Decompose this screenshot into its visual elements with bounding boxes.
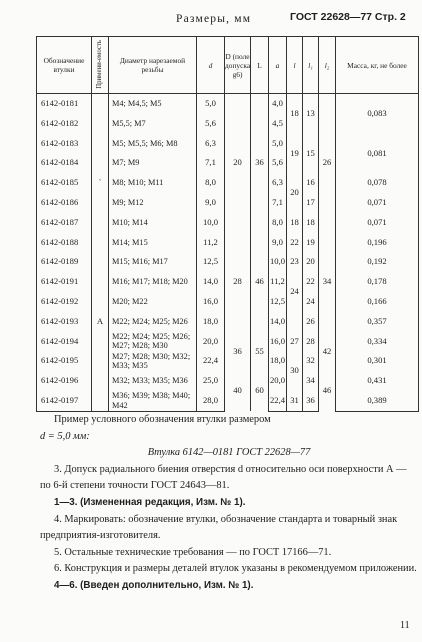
cell-mass: 0,389 bbox=[336, 391, 419, 411]
cell-application: ` bbox=[92, 173, 109, 193]
cell-designation: 6142-0184 bbox=[37, 153, 92, 173]
cell-l: 31 bbox=[287, 391, 303, 411]
cell-d: 7,1 bbox=[197, 153, 225, 173]
amendment-note-2: 4—6. (Введен дополнительно, Изм. № 1). bbox=[54, 579, 254, 591]
cell-mass: 0,166 bbox=[336, 292, 419, 312]
cell-a: 12,5 bbox=[269, 292, 287, 312]
cell-thread: М5,5; М7 bbox=[109, 114, 197, 134]
cell-designation: 6142-0197 bbox=[37, 391, 92, 411]
cell-d: 8,0 bbox=[197, 173, 225, 193]
cell-L: 60 bbox=[251, 371, 269, 411]
cell-d: 22,4 bbox=[197, 351, 225, 371]
cell-thread: М32; М33; М35; М36 bbox=[109, 371, 197, 391]
header-a: a bbox=[269, 37, 287, 94]
table-row bbox=[37, 94, 419, 114]
cell-designation: 6142-0188 bbox=[37, 233, 92, 253]
cell-thread: М20; М22 bbox=[109, 292, 197, 312]
cell-a: 11,2 bbox=[269, 272, 287, 292]
cell-a: 5,0 bbox=[269, 134, 287, 154]
cell-L: 46 bbox=[251, 233, 269, 332]
cell-application bbox=[92, 114, 109, 134]
cell-l1: 26 bbox=[303, 312, 319, 332]
cell-l: 19 bbox=[287, 134, 303, 174]
cell-mass: 0,083 bbox=[336, 94, 419, 134]
cell-application bbox=[92, 391, 109, 411]
cell-L: 36 bbox=[251, 94, 269, 233]
cell-thread: М15; М16; М17 bbox=[109, 252, 197, 272]
cell-l: 18 bbox=[287, 213, 303, 233]
cell-designation: 6142-0194 bbox=[37, 332, 92, 352]
cell-application bbox=[92, 213, 109, 233]
cell-mass: 0,071 bbox=[336, 193, 419, 213]
cell-l2: 26 bbox=[319, 94, 336, 233]
cell-thread: М8; М10; М11 bbox=[109, 173, 197, 193]
cell-l1: 22 bbox=[303, 272, 319, 292]
cell-l bbox=[287, 312, 303, 332]
cell-application bbox=[92, 371, 109, 391]
example-intro: Пример условного обозначения втулки размером bbox=[54, 414, 271, 425]
cell-l: 24 bbox=[287, 272, 303, 312]
cell-designation: 6142-0182 bbox=[37, 114, 92, 134]
cell-mass: 0,078 bbox=[336, 173, 419, 193]
header-d: d bbox=[197, 37, 225, 94]
cell-thread: М5; М5,5; М6; М8 bbox=[109, 134, 197, 154]
gost-reference: ГОСТ 22628—77 Стр. 2 bbox=[290, 11, 406, 23]
cell-l: 30 bbox=[287, 351, 303, 391]
cell-designation: 6142-0189 bbox=[37, 252, 92, 272]
cell-mass: 0,196 bbox=[336, 233, 419, 253]
cell-a: 14,0 bbox=[269, 312, 287, 332]
clause-5: 5. Остальные технические требования — по ГОСТ 17166—71. bbox=[54, 546, 332, 558]
cell-mass: 0,081 bbox=[336, 134, 419, 174]
cell-D: 28 bbox=[225, 233, 251, 332]
header-application: Примени-емость bbox=[92, 37, 109, 94]
cell-thread: М9; М12 bbox=[109, 193, 197, 213]
cell-d: 16,0 bbox=[197, 292, 225, 312]
header-thread-diameter: Диаметр нарезаемой резьбы bbox=[109, 37, 197, 94]
cell-l1: 28 bbox=[303, 332, 319, 352]
cell-l1: 24 bbox=[303, 292, 319, 312]
cell-a: 6,3 bbox=[269, 173, 287, 193]
cell-application bbox=[92, 292, 109, 312]
cell-d: 25,0 bbox=[197, 371, 225, 391]
cell-l1: 20 bbox=[303, 252, 319, 272]
header-mass: Масса, кг, не более bbox=[336, 37, 419, 94]
amendment-note-1: 1—3. (Измененная редакция, Изм. № 1). bbox=[54, 496, 246, 508]
cell-application bbox=[92, 252, 109, 272]
cell-designation: 6142-0191 bbox=[37, 272, 92, 292]
cell-a: 18,0 bbox=[269, 351, 287, 371]
cell-l1: 18 bbox=[303, 213, 319, 233]
cell-d: 5,6 bbox=[197, 114, 225, 134]
header-l: l bbox=[287, 37, 303, 94]
table-row bbox=[37, 371, 419, 391]
table-row bbox=[37, 332, 419, 352]
cell-a: 7,1 bbox=[269, 193, 287, 213]
cell-l2: 42 bbox=[319, 332, 336, 372]
dimensions-table bbox=[36, 36, 419, 412]
cell-application bbox=[92, 193, 109, 213]
cell-D: 20 bbox=[225, 94, 251, 233]
cell-d: 5,0 bbox=[197, 94, 225, 114]
cell-mass: 0,301 bbox=[336, 351, 419, 371]
cell-d: 28,0 bbox=[197, 391, 225, 411]
cell-designation: 6142-0185 bbox=[37, 173, 92, 193]
cell-a: 8,0 bbox=[269, 213, 287, 233]
cell-l: 27 bbox=[287, 332, 303, 352]
cell-thread: М7; М9 bbox=[109, 153, 197, 173]
cell-thread: М27; М28; М30; М32; М33; М35 bbox=[109, 351, 197, 371]
cell-l: 20 bbox=[287, 173, 303, 213]
example-designation: Втулка 6142—0181 ГОСТ 22628—77 bbox=[147, 447, 311, 459]
cell-designation: 6142-0183 bbox=[37, 134, 92, 154]
table-header-row bbox=[37, 37, 419, 94]
cell-mass: 0,334 bbox=[336, 332, 419, 352]
page-number: 11 bbox=[400, 620, 410, 631]
cell-a: 20,0 bbox=[269, 371, 287, 391]
cell-d: 6,3 bbox=[197, 134, 225, 154]
cell-mass: 0,178 bbox=[336, 272, 419, 292]
cell-d: 10,0 bbox=[197, 213, 225, 233]
header-l2: l₂ bbox=[319, 37, 336, 94]
header-designation: Обозначение втулки bbox=[37, 37, 92, 94]
cell-designation: 6142-0196 bbox=[37, 371, 92, 391]
clause-3: 3. Допуск радиального биения отверстия d относительно оси поверхности А — по 6-й степени точности ГОСТ 24643—81. bbox=[40, 463, 407, 492]
cell-designation: 6142-0195 bbox=[37, 351, 92, 371]
cell-thread: М16; М17; М18; М20 bbox=[109, 272, 197, 292]
cell-D: 40 bbox=[225, 371, 251, 411]
cell-mass: 0,192 bbox=[336, 252, 419, 272]
cell-a: 10,0 bbox=[269, 252, 287, 272]
cell-l1: 15 bbox=[303, 134, 319, 174]
cell-application bbox=[92, 272, 109, 292]
example-size: d = 5,0 мм: bbox=[40, 430, 90, 442]
cell-D: 36 bbox=[225, 332, 251, 372]
cell-mass: 0,071 bbox=[336, 213, 419, 233]
cell-a: 22,4 bbox=[269, 391, 287, 411]
cell-l1: 13 bbox=[303, 94, 319, 134]
cell-thread: М22; М24; М25; М26; М27; М28; М30 bbox=[109, 332, 197, 352]
cell-d: 14,0 bbox=[197, 272, 225, 292]
cell-a: 9,0 bbox=[269, 233, 287, 253]
cell-thread: М4; М4,5; М5 bbox=[109, 94, 197, 114]
header-D: D (поле допуска g6) bbox=[225, 37, 251, 94]
cell-l: 18 bbox=[287, 94, 303, 134]
cell-l1: 16 bbox=[303, 173, 319, 193]
cell-application bbox=[92, 94, 109, 114]
specification-text bbox=[40, 412, 418, 595]
cell-d: 12,5 bbox=[197, 252, 225, 272]
cell-l1: 34 bbox=[303, 371, 319, 391]
table-row bbox=[37, 233, 419, 253]
cell-a: 4,5 bbox=[269, 114, 287, 134]
cell-application bbox=[92, 153, 109, 173]
clause-6: 6. Конструкция и размеры деталей втулок указаны в рекомендуемом приложении. bbox=[54, 563, 417, 575]
cell-l2: 34 bbox=[319, 233, 336, 332]
header-L: L bbox=[251, 37, 269, 94]
section-title: Размеры, мм bbox=[176, 13, 252, 25]
cell-mass: 0,357 bbox=[336, 312, 419, 332]
page-header bbox=[0, 10, 422, 30]
cell-thread: М10; М14 bbox=[109, 213, 197, 233]
cell-l1: 17 bbox=[303, 193, 319, 213]
cell-application bbox=[92, 233, 109, 253]
cell-d: 11,2 bbox=[197, 233, 225, 253]
cell-application bbox=[92, 332, 109, 352]
cell-designation: 6142-0181 bbox=[37, 94, 92, 114]
cell-l1: 32 bbox=[303, 351, 319, 371]
cell-designation: 6142-0187 bbox=[37, 213, 92, 233]
cell-thread: М22; М24; М25; М26 bbox=[109, 312, 197, 332]
cell-a: 5,6 bbox=[269, 153, 287, 173]
cell-l1: 36 bbox=[303, 391, 319, 411]
cell-thread: М36; М39; М38; М40; М42 bbox=[109, 391, 197, 411]
cell-application bbox=[92, 351, 109, 371]
cell-l: 22 bbox=[287, 233, 303, 253]
cell-designation: 6142-0186 bbox=[37, 193, 92, 213]
cell-application: А bbox=[92, 312, 109, 332]
header-l1: l₁ bbox=[303, 37, 319, 94]
cell-l: 23 bbox=[287, 252, 303, 272]
cell-L: 55 bbox=[251, 332, 269, 372]
cell-application bbox=[92, 134, 109, 154]
cell-a: 4,0 bbox=[269, 94, 287, 114]
cell-l1: 19 bbox=[303, 233, 319, 253]
cell-d: 18,0 bbox=[197, 312, 225, 332]
cell-d: 20,0 bbox=[197, 332, 225, 352]
cell-d: 9,0 bbox=[197, 193, 225, 213]
cell-designation: 6142-0192 bbox=[37, 292, 92, 312]
cell-l2: 46 bbox=[319, 371, 336, 411]
cell-thread: М14; М15 bbox=[109, 233, 197, 253]
clause-4: 4. Маркировать: обозначение втулки, обозначение стандарта и товарный знак предприятия-изготовителя. bbox=[40, 513, 398, 542]
cell-a: 16,0 bbox=[269, 332, 287, 352]
cell-mass: 0,431 bbox=[336, 371, 419, 391]
cell-designation: 6142-0193 bbox=[37, 312, 92, 332]
